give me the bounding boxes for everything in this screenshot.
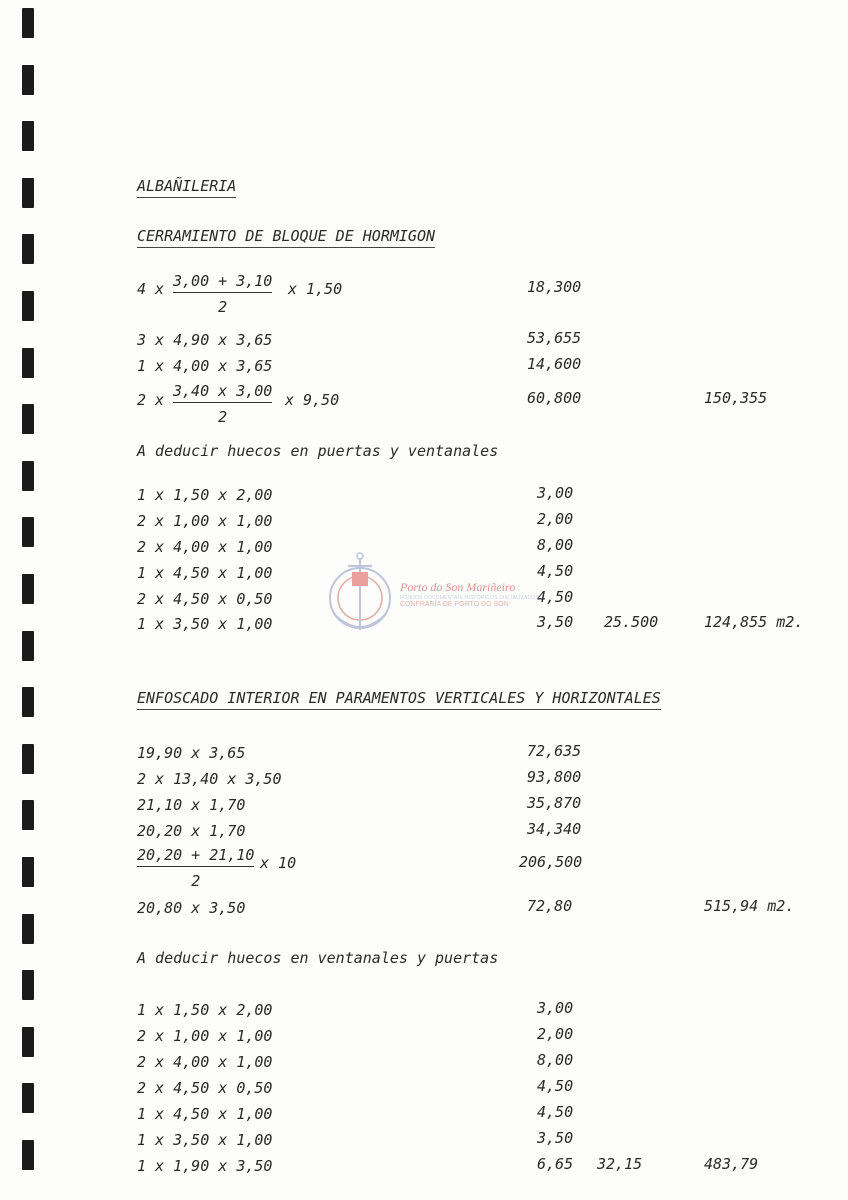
fraction (173, 272, 273, 316)
row-suffix: x 1,50 (288, 280, 343, 298)
deduct-value: 3,00 (537, 999, 574, 1017)
fraction-numerator: 20,20 + 21,10 (137, 846, 254, 867)
row-expression: 3 x 4,90 x 3,65 (137, 331, 273, 349)
deduct-value: 4,50 (537, 562, 574, 580)
deduct-value: 8,00 (537, 536, 574, 554)
deduct-expression: 2 x 1,00 x 1,00 (137, 512, 273, 530)
deduct-expression: 1 x 1,50 x 2,00 (137, 1001, 273, 1019)
row-total: 150,355 (704, 389, 768, 407)
row-value: 93,800 (527, 768, 582, 786)
deduct-value: 3,50 (537, 613, 574, 631)
deduct-subtotal: 32,15 (597, 1155, 643, 1173)
row-value: 60,800 (527, 389, 582, 407)
stamp-title: Porto do Son Mariñeiro (400, 580, 516, 594)
stamp-subtitle: FONDOS DOCUMENTAIS HISTÓRICOS DIXITALIZADOS (400, 595, 539, 601)
row-expression: 21,10 x 1,70 (137, 796, 246, 814)
deduct-value: 2,00 (537, 510, 574, 528)
row-suffix: x 9,50 (285, 391, 340, 409)
deduct-label: A deducir huecos en ventanales y puertas (137, 949, 499, 967)
row-expression: 19,90 x 3,65 (137, 744, 246, 762)
row-expression: 1 x 4,00 x 3,65 (137, 357, 273, 375)
row-value: 34,340 (527, 820, 582, 838)
deduct-expression: 1 x 1,90 x 3,50 (137, 1157, 273, 1175)
deduct-value: 8,00 (537, 1051, 574, 1069)
anchor-seal-icon (322, 552, 402, 642)
deduct-value: 3,00 (537, 484, 574, 502)
stamp-name: CONFRARÍA DE PORTO DO SON (400, 601, 509, 608)
deduct-value: 4,50 (537, 588, 574, 606)
fraction (137, 846, 255, 890)
fraction-numerator: 3,40 x 3,00 (173, 382, 272, 403)
deduct-expression: 2 x 4,50 x 0,50 (137, 590, 273, 608)
deduct-value: 6,65 (537, 1155, 574, 1173)
row-prefix: 2 x (137, 391, 165, 409)
row-value: 18,300 (527, 278, 582, 296)
row-value: 72,635 (527, 742, 582, 760)
row-value: 35,870 (527, 794, 582, 812)
deduct-expression: 2 x 4,00 x 1,00 (137, 1053, 273, 1071)
block2-heading: ENFOSCADO INTERIOR EN PARAMENTOS VERTICALES Y HORIZONTALES (137, 689, 661, 710)
deduct-expression: 2 x 4,50 x 0,50 (137, 1079, 273, 1097)
row-expression: 20,20 x 1,70 (137, 822, 246, 840)
archive-stamp (322, 552, 802, 642)
deduct-label: A deducir huecos en puertas y ventanales (137, 442, 499, 460)
deduct-expression: 2 x 4,00 x 1,00 (137, 538, 273, 556)
deduct-value: 3,50 (537, 1129, 574, 1147)
fraction (173, 382, 273, 426)
row-value: 53,655 (527, 329, 582, 347)
row-value: 206,500 (519, 853, 583, 871)
deduct-subtotal: 25.500 (604, 613, 659, 631)
fraction-denominator: 2 (218, 408, 228, 426)
row-expression: 2 x 13,40 x 3,50 (137, 770, 282, 788)
row-total: 124,855 m2. (704, 613, 804, 631)
row-expression: 20,80 x 3,50 (137, 899, 246, 917)
block1-heading: CERRAMIENTO DE BLOQUE DE HORMIGON (137, 227, 435, 248)
fraction-denominator: 2 (191, 872, 201, 890)
section-title: ALBAÑILERIA (137, 177, 236, 198)
deduct-expression: 1 x 3,50 x 1,00 (137, 615, 273, 633)
deduct-expression: 1 x 1,50 x 2,00 (137, 486, 273, 504)
row-value: 72,80 (527, 897, 573, 915)
deduct-expression: 2 x 1,00 x 1,00 (137, 1027, 273, 1045)
deduct-value: 4,50 (537, 1077, 574, 1095)
deduct-value: 2,00 (537, 1025, 574, 1043)
row-prefix: 4 x (137, 280, 165, 298)
deduct-expression: 1 x 3,50 x 1,00 (137, 1131, 273, 1149)
row-suffix: x 10 (260, 854, 297, 872)
fraction-numerator: 3,00 + 3,10 (173, 272, 272, 293)
deduct-value: 4,50 (537, 1103, 574, 1121)
deduct-expression: 1 x 4,50 x 1,00 (137, 564, 273, 582)
row-total: 515,94 m2. (704, 897, 795, 915)
row-total: 483,79 (704, 1155, 759, 1173)
row-value: 14,600 (527, 355, 582, 373)
binder-holes (22, 0, 34, 1200)
fraction-denominator: 2 (218, 298, 228, 316)
deduct-expression: 1 x 4,50 x 1,00 (137, 1105, 273, 1123)
